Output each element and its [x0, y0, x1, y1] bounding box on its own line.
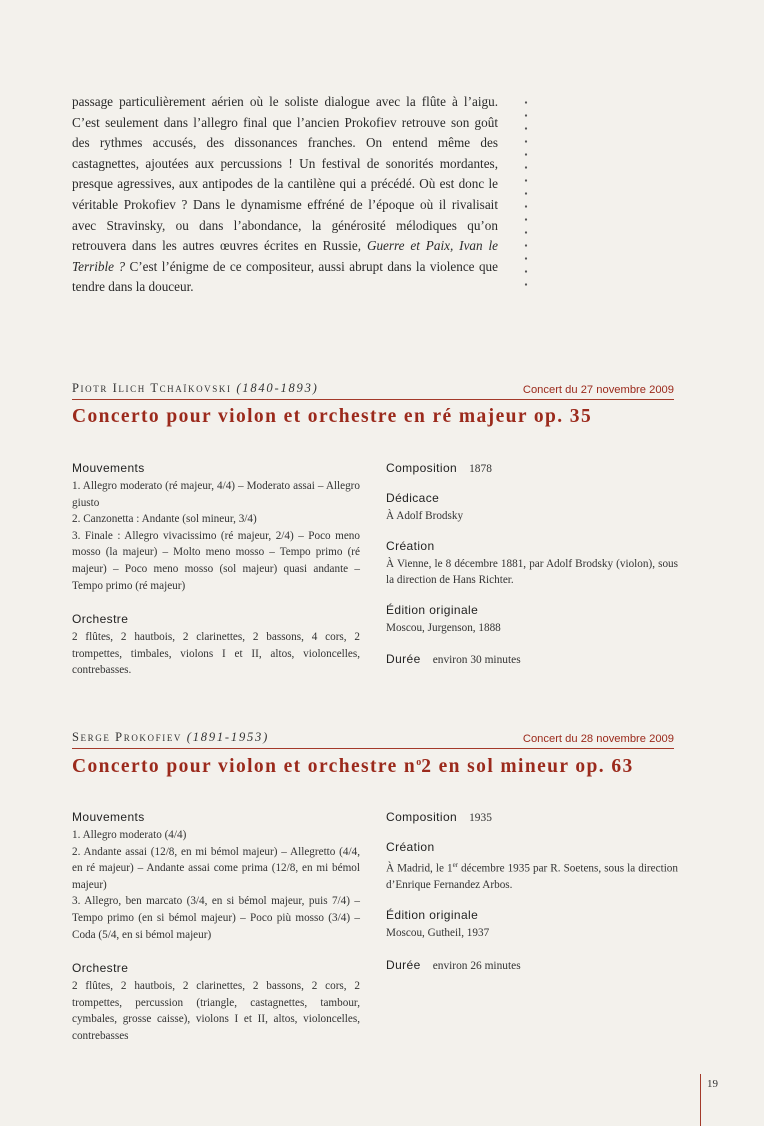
section-label: Durée — [386, 957, 421, 972]
creation-text: À Vienne, le 8 décembre 1881, par Adolf Brodsky (violon), sous la direction de Hans Richter. — [386, 557, 678, 587]
creation-section — [386, 840, 678, 894]
movements-section — [72, 461, 360, 594]
duration-row — [386, 650, 678, 668]
intro-separator: , — [449, 238, 460, 254]
intro-italic-title: Ivan le Terrible ? — [72, 238, 499, 274]
duration-text: environ 26 minutes — [432, 959, 521, 972]
work-right-column — [386, 459, 678, 682]
work-title: Concerto pour violon et orchestre $n^o2$ en sol mineur op. 63 — [72, 756, 634, 777]
section-label: Durée — [386, 652, 421, 667]
duration-row — [386, 956, 678, 974]
work-left-column — [72, 810, 360, 1059]
concert-date: Concert du 28 novembre 2009 — [522, 733, 674, 745]
section-label: Édition originale — [386, 602, 479, 617]
composer-name: Piotr Ilich Tchaïkovski (1840-1893) — [72, 381, 319, 395]
edition-section — [386, 603, 678, 637]
orchestra-text: 2 flûtes, 2 hautbois, 2 clarinettes, 2 bassons, 2 cors, 2 trompettes, percussion (triangle, castagnettes, tambour, cymbales, grosse caisse), violons I et II, altos, violoncelles, contrebasses — [72, 980, 360, 1042]
work-header — [72, 727, 674, 749]
edition-section — [386, 908, 678, 942]
intro-text: passage particulièrement aérien où le soliste dialogue avec la flûte à l’aigu. C’est seulement dans l’allegro final que l’ancien Prokofiev retrouve son goût des rythmes accusés, des dissonances franches. On entend même des castagnettes, ajoutées aux percussions ! Un festival de sonorités mordantes, presque agressives, aux antipodes de la cantilène qui a précédé. Où est donc le véritable Prokofiev ? Dans le dynamisme effréné de l’époque où il rivalisait avec Stravinsky, ou dans l’abondance, la générosité mélodiques qu’on retrouvera dans les autres œuvres écrites en Russie, — [72, 94, 498, 254]
work-header — [72, 378, 674, 400]
movement-item: 1. Allegro moderato (4/4) — [72, 829, 187, 841]
section-label: Édition originale — [386, 907, 479, 922]
orchestra-section — [72, 961, 360, 1044]
composition-year: 1878 — [469, 463, 492, 475]
creation-text: À Madrid, le 1er décembre 1935 par R. Soetens, sous la direction d’Enrique Fernandez Arbos. — [386, 861, 678, 892]
work-right-column — [386, 808, 678, 988]
header-rule — [72, 399, 674, 400]
dedication-text: À Adolf Brodsky — [386, 510, 464, 522]
dotted-divider — [524, 96, 528, 288]
movements-section — [72, 810, 360, 943]
edition-text: Moscou, Jurgenson, 1888 — [386, 621, 501, 634]
section-label: Création — [386, 538, 435, 553]
page-number: 19 — [700, 1074, 733, 1100]
composer-name: Serge Prokofiev (1891-1953) — [72, 730, 270, 744]
movement-item: 2. Andante assai (12/8, en mi bémol majeur) – Allegretto (4/4, en ré majeur) – Andante assai come prima (12/8, en mi bémol majeur) — [72, 845, 360, 891]
section-label: Orchestre — [72, 961, 129, 976]
concert-date: Concert du 27 novembre 2009 — [522, 384, 674, 396]
header-rule — [72, 748, 674, 749]
section-label: Composition — [386, 461, 458, 475]
composer-dates: (1840-1893) — [236, 381, 319, 395]
intro-paragraph — [72, 92, 498, 298]
composition-row — [386, 459, 678, 477]
dedication-section — [386, 491, 678, 525]
edition-text: Moscou, Gutheil, 1937 — [386, 926, 490, 939]
composer-dates: (1891-1953) — [186, 730, 270, 744]
work-title: Concerto pour violon et orchestre en ré majeur op. 35 — [72, 406, 593, 427]
section-label: Mouvements — [72, 461, 145, 475]
section-label: Orchestre — [72, 612, 129, 627]
orchestra-text: 2 flûtes, 2 hautbois, 2 clarinettes, 2 bassons, 4 cors, 2 trompettes, timbales, violons I et II, altos, violoncelles, contrebasses. — [72, 631, 360, 677]
orchestra-section — [72, 612, 360, 679]
section-label: Dédicace — [386, 491, 440, 505]
section-label: Création — [386, 840, 435, 854]
work-left-column — [72, 461, 360, 693]
movement-item: 3. Finale : Allegro vivacissimo (ré majeur, 2/4) – Poco meno mosso (la majeur) – Molto meno mosso – Tempo primo (ré majeur) – Poco meno mosso (sol majeur) quasi andante – Tempo primo (ré majeur) — [72, 529, 360, 592]
section-label: Mouvements — [72, 810, 145, 824]
movement-item: 2. Canzonetta : Andante (sol mineur, 3/4) — [72, 513, 257, 526]
intro-italic-title: Guerre et Paix — [366, 238, 450, 254]
movement-item: 3. Allegro, ben marcato (3/4, en si bémol majeur, puis 7/4) – Tempo primo (en si bémol majeur) – Poco più mosso (3/4) – Coda (5/4, en si bémol majeur) — [72, 895, 360, 941]
composition-year: 1935 — [469, 812, 492, 824]
composition-row — [386, 808, 678, 826]
section-label: Composition — [386, 810, 458, 824]
creation-section — [386, 539, 678, 589]
page-margin-rule — [700, 1096, 701, 1126]
duration-text: environ 30 minutes — [432, 654, 521, 667]
intro-text: C’est l’énigme de ce compositeur, aussi abrupt dans la violence que tendre dans la douceur. — [72, 258, 499, 295]
movement-item: 1. Allegro moderato (ré majeur, 4/4) – Moderato assai – Allegro giusto — [72, 480, 360, 509]
